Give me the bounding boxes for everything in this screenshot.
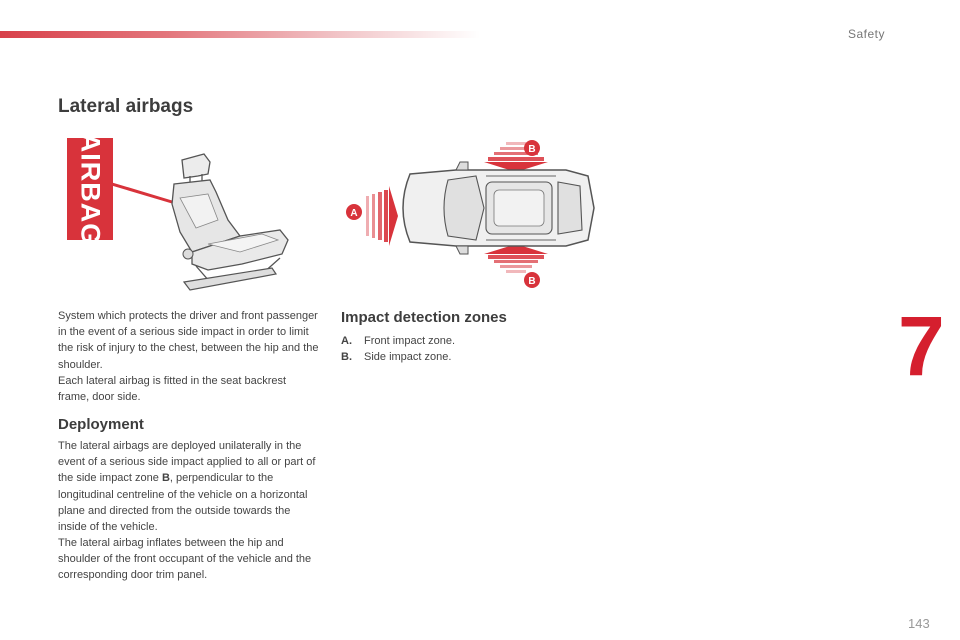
seat-illustration bbox=[112, 132, 302, 308]
chapter-number: 7 bbox=[898, 299, 945, 393]
car-mirror-bottom bbox=[456, 246, 468, 254]
zone-a-label: A bbox=[350, 208, 358, 219]
airbag-label-text: AIRBAG bbox=[75, 132, 106, 246]
car-rear-window bbox=[558, 182, 582, 234]
airbag-pointer-line bbox=[112, 184, 172, 202]
seat-headrest bbox=[182, 154, 210, 178]
zone-b-label-bottom: B bbox=[528, 276, 536, 287]
page-number: 143 bbox=[908, 616, 930, 631]
list-item: B. Side impact zone. bbox=[341, 351, 452, 363]
car-mirror-top bbox=[456, 162, 468, 170]
impact-zones-list bbox=[341, 333, 455, 365]
intro-paragraph-2: Each lateral airbag is fitted in the seat backrest frame, door side. bbox=[58, 375, 287, 404]
deployment-heading: Deployment bbox=[58, 416, 144, 433]
deployment-paragraph-2: The lateral airbag inflates between the hip and shoulder of the front occupant of the vehicle and the corresponding door trim panel. bbox=[58, 537, 312, 582]
header-accent-bar bbox=[0, 31, 480, 38]
list-item: A. Front impact zone. bbox=[341, 335, 456, 347]
intro-paragraph-1: System which protects the driver and front passenger in the event of a serious side impact in order to limit the risk of injury to the chest, between the hip and the shoulder. bbox=[58, 310, 319, 371]
impact-zones-heading: Impact detection zones bbox=[341, 309, 507, 326]
zone-b-label-top: B bbox=[528, 144, 536, 155]
page-title: Lateral airbags bbox=[58, 96, 194, 117]
section-label: Safety bbox=[848, 27, 886, 41]
airbag-label-badge bbox=[67, 132, 113, 246]
deployment-paragraph-1: The lateral airbags are deployed unilaterally in the event of a serious side impact applied to all or part of the side impact zone B, perpendicular to the longitudinal centreline of the vehicle on a horizontal plane and directed from the outside towards the inside of the vehicle. bbox=[58, 440, 316, 534]
car-windscreen bbox=[444, 176, 484, 240]
seat-rail bbox=[184, 268, 276, 290]
car-illustration bbox=[336, 128, 612, 288]
